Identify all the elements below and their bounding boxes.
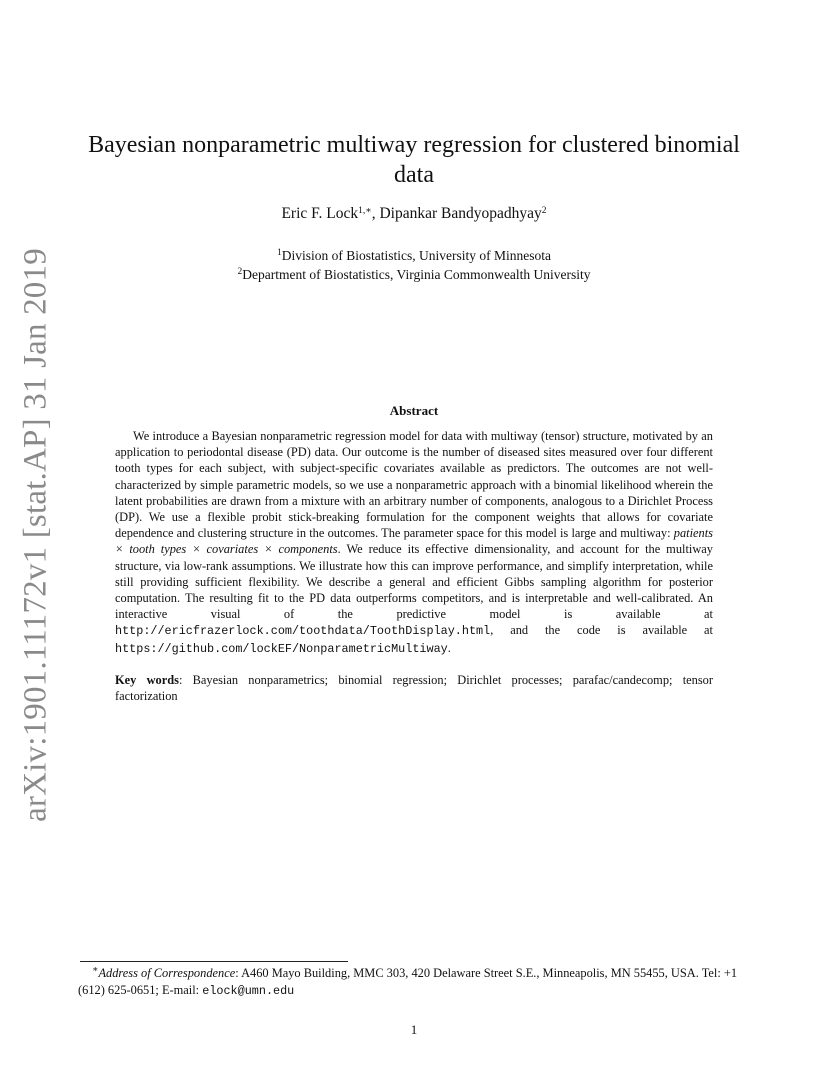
author-list	[80, 205, 748, 223]
keywords-label: Key words	[115, 673, 179, 687]
author-2-name: Dipankar Bandyopadhyay	[379, 205, 542, 222]
abstract-text-2: . We reduce its effective dimensionality, and account for the multiway structure, via low-rank assumptions. We illustrate how this can improve performance, and simplify interpretation, while still providing sufficient flexibility. We describe a general and efficient Gibbs sampling algorithm for posterior computation. The resulting fit to the PD data outperforms competitors, and is interpretable and well-calibrated. An interactive visual of the predictive model is available at	[115, 542, 713, 622]
correspondence-footnote	[78, 965, 758, 1000]
affiliation-1-text: Division of Biostatistics, University of Minnesota	[281, 248, 551, 263]
affiliation-2-text: Department of Biostatistics, Virginia Commonwealth University	[242, 267, 591, 282]
author-1-marker: 1,∗	[358, 206, 372, 216]
interactive-visual-url-link[interactable]: http://ericfrazerlock.com/toothdata/ToothDisplay.html	[115, 624, 491, 639]
footnote-marker: ∗	[92, 965, 99, 975]
affiliation-1-marker: 1	[277, 248, 282, 258]
abstract-paragraph	[115, 428, 713, 657]
paper-title	[80, 130, 748, 190]
title-line-2: data	[394, 162, 434, 188]
author-separator: ,	[371, 205, 380, 222]
footnote-label: Address of Correspondence	[98, 966, 236, 980]
affiliation-2	[80, 267, 748, 283]
abstract-text-4: .	[447, 640, 451, 655]
keywords-text: : Bayesian nonparametrics; binomial regression; Dirichlet processes; parafac/candecomp; tensor factorization	[115, 673, 713, 704]
keywords-paragraph	[115, 672, 713, 704]
arxiv-identifier-stamp: arXiv:1901.11172v1 [stat.AP] 31 Jan 2019	[17, 248, 54, 822]
abstract-text-1: We introduce a Bayesian nonparametric regression model for data with multiway (tensor) structure, motivated by an application to periodontal disease (PD) data. Our outcome is the number of diseased sites measured over four different tooth types for each subject, with subject-specific covariates available as predictors. The outcomes are not well-characterized by simple parametric models, so we use a nonparametric approach with a binomial likelihood wherein the latent probabilities are drawn from a mixture with an arbitrary number of components, analogous to a Dirichlet Process (DP). We use a flexible probit stick-breaking formulation for the component weights that allows for covariate dependence and clustering structure in the outcomes. The parameter space for this model is large and multiway:	[115, 429, 713, 541]
email-link[interactable]: elock@umn.edu	[202, 984, 295, 998]
title-line-1: Bayesian nonparametric multiway regression for clustered binomial	[88, 132, 740, 158]
affiliation-1	[80, 248, 748, 264]
footnote-text: : A460 Mayo Building, MMC 303, 420 Delaware Street S.E., Minneapolis, MN 55455, USA. Tel: +1 (612) 625-0651; E-mail:	[78, 966, 738, 997]
affiliation-2-marker: 2	[237, 267, 243, 277]
abstract-text-3: , and the code is available at	[490, 623, 713, 638]
page-number: 1	[410, 1022, 418, 1037]
abstract-dimensions-italic: patients × tooth types × covariates × components	[115, 526, 713, 557]
footnote-divider	[80, 961, 348, 962]
author-2-marker: 2	[541, 206, 547, 216]
author-1-name: Eric F. Lock	[281, 205, 359, 222]
github-code-url-link[interactable]: https://github.com/lockEF/NonparametricMultiway	[115, 641, 448, 656]
abstract-heading: Abstract	[389, 403, 439, 418]
